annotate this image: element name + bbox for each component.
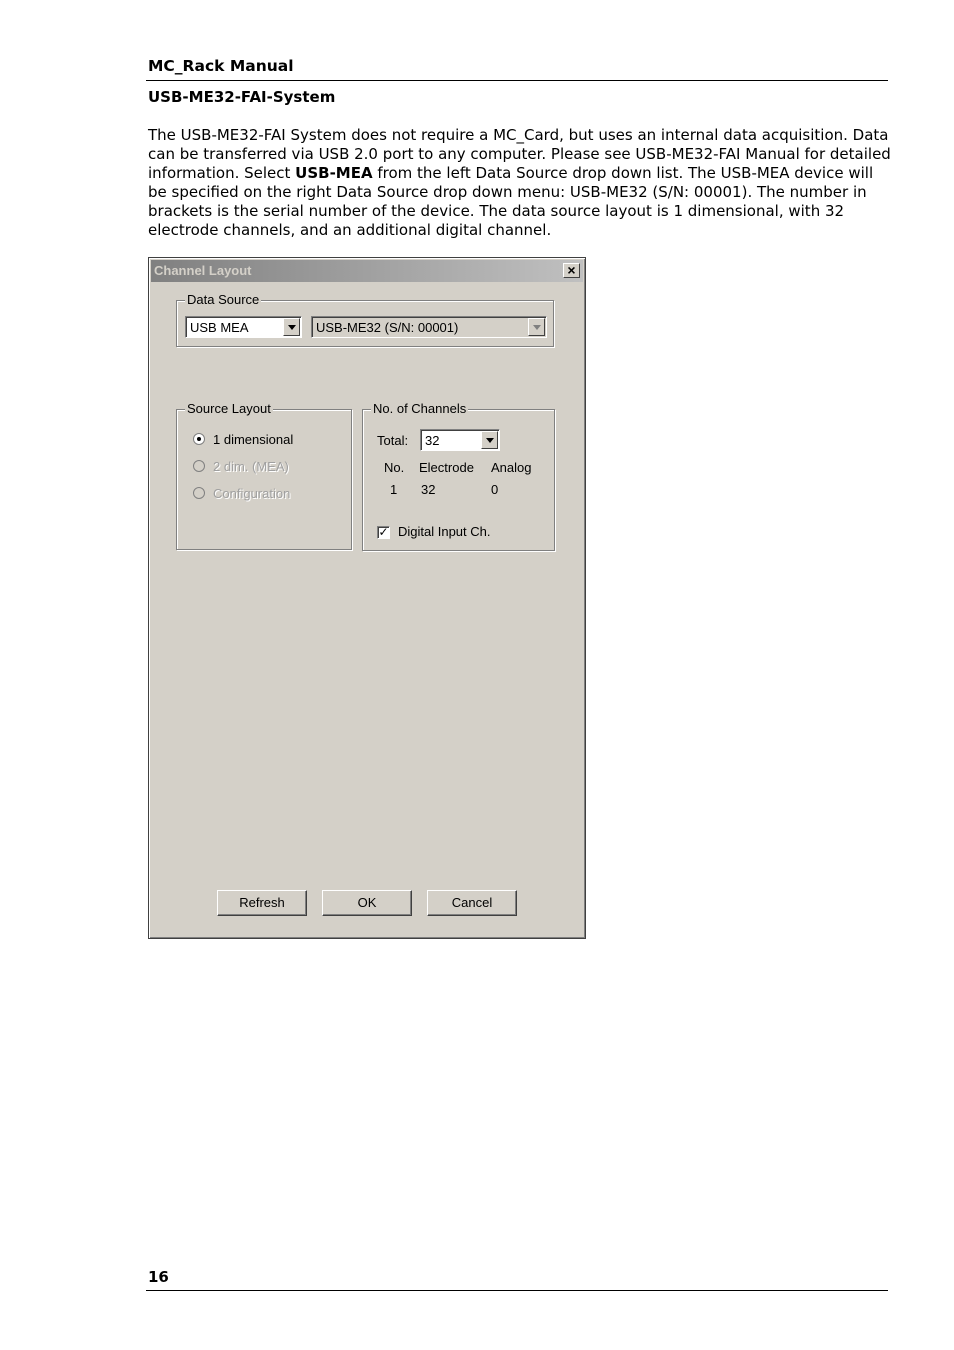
row-analog: 0 xyxy=(491,482,499,497)
header-rule xyxy=(146,80,888,81)
source-layout-legend: Source Layout xyxy=(187,401,271,416)
page-number: 16 xyxy=(148,1268,169,1286)
column-header-no: No. xyxy=(384,460,405,475)
radio-label: Configuration xyxy=(213,486,291,501)
footer-rule xyxy=(146,1290,888,1291)
total-label: Total: xyxy=(377,433,409,448)
column-header-electrode: Electrode xyxy=(419,460,474,475)
cancel-button[interactable]: Cancel xyxy=(427,890,517,916)
data-source-right-combo xyxy=(311,316,547,338)
row-no: 1 xyxy=(390,482,398,497)
radio-button-icon xyxy=(193,460,205,472)
channel-layout-dialog xyxy=(148,257,586,939)
close-button[interactable] xyxy=(563,263,580,278)
section-title: USB-ME32-FAI-System xyxy=(148,88,336,106)
check-icon: ✓ xyxy=(378,525,389,539)
close-icon: × xyxy=(567,262,576,278)
total-channels-combo[interactable] xyxy=(420,429,500,451)
paragraph-part2: from the left Data Source drop down list. The USB-MEA device will be specified on the right Data Source drop down menu: USB-ME32 (S/N: 00001). The number in brackets is the serial number of the device. The data source layout is 1 dimensional, with 32 electrode channels, and an additional digital channel. xyxy=(148,164,874,239)
digital-input-checkbox[interactable] xyxy=(377,526,390,539)
channels-legend: No. of Channels xyxy=(373,401,467,416)
paragraph-bold: USB-MEA xyxy=(295,164,373,182)
paragraph-part1: The USB-ME32-FAI System does not require a MC_Card, but uses an internal data acquisition. Data can be transferred via USB 2.0 port to any computer. Please see USB-ME32-FAI Manual for detailed information. Select xyxy=(148,126,891,182)
source-layout-group xyxy=(176,401,352,550)
running-header: MC_Rack Manual xyxy=(148,57,294,75)
data-source-legend: Data Source xyxy=(187,292,260,307)
data-source-left-value: USB MEA xyxy=(190,320,249,335)
chevron-down-icon xyxy=(528,318,545,336)
chevron-down-icon[interactable] xyxy=(481,431,498,449)
total-channels-value: 32 xyxy=(425,433,440,448)
dialog-titlebar[interactable] xyxy=(151,260,583,282)
chevron-down-icon[interactable] xyxy=(283,318,300,336)
channels-group xyxy=(362,401,555,551)
row-electrode: 32 xyxy=(421,482,436,497)
refresh-button[interactable]: Refresh xyxy=(217,890,307,916)
radio-label: 2 dim. (MEA) xyxy=(213,459,289,474)
body-paragraph xyxy=(148,126,893,240)
dialog-title: Channel Layout xyxy=(154,263,252,278)
radio-button-icon xyxy=(193,487,205,499)
data-source-group xyxy=(176,292,554,347)
ok-button[interactable]: OK xyxy=(322,890,412,916)
digital-input-label: Digital Input Ch. xyxy=(398,524,491,539)
column-header-analog: Analog xyxy=(491,460,532,475)
radio-label: 1 dimensional xyxy=(213,432,294,447)
data-source-right-value: USB-ME32 (S/N: 00001) xyxy=(316,320,459,335)
data-source-left-combo[interactable] xyxy=(185,316,302,338)
radio-button-icon[interactable] xyxy=(193,433,205,445)
